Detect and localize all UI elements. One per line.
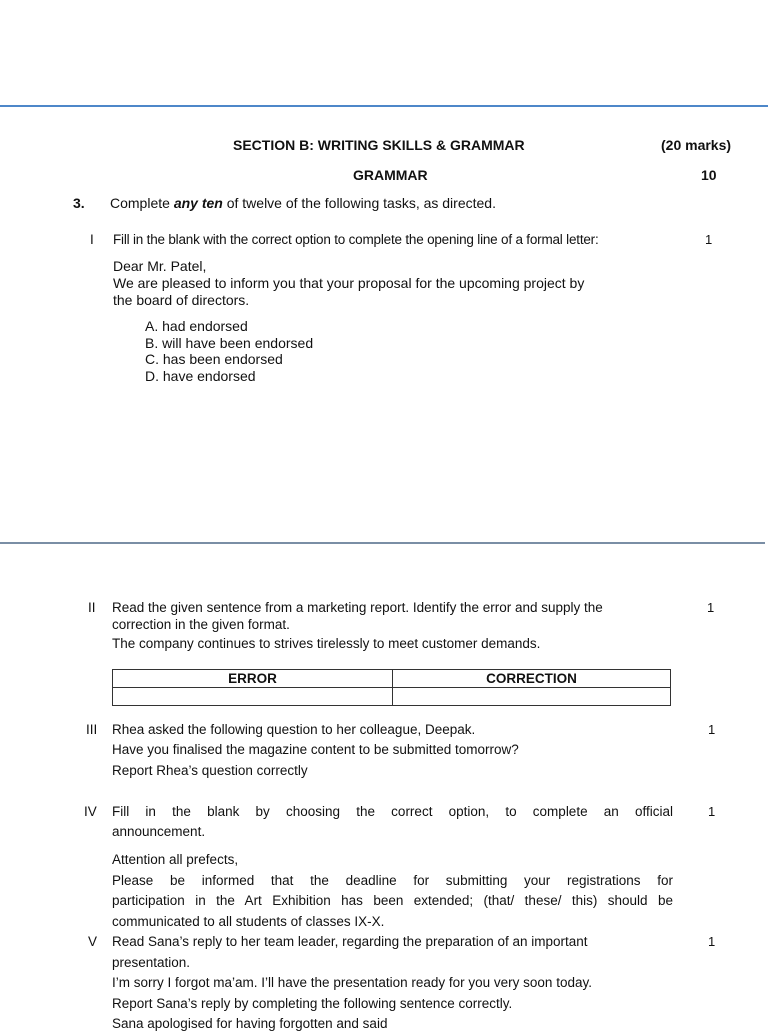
question-instruction: [110, 195, 496, 211]
option-c: C. has been endorsed: [145, 351, 283, 367]
error-cell[interactable]: [113, 688, 393, 706]
option-d: D. have endorsed: [145, 368, 256, 384]
task-marks: 1: [708, 934, 716, 949]
table-header-row: [113, 670, 671, 688]
task-line: Attention all prefects,: [112, 852, 239, 867]
page-top-rule: [0, 105, 768, 107]
task-prompt: Fill in the blank with the correct option to complete the opening line of a formal letter:: [113, 232, 599, 247]
task-marks: 1: [707, 600, 715, 615]
task-line: Fill in the blank by choosing the correct option, to complete an official: [112, 804, 673, 819]
task-roman: I: [90, 232, 94, 247]
letter-line: Dear Mr. Patel,: [113, 258, 207, 274]
task-roman: II: [88, 600, 96, 615]
task-line: Please be informed that the deadline for submitting your registrations for: [112, 873, 673, 888]
task-roman: III: [86, 722, 98, 737]
correction-header: CORRECTION: [393, 670, 671, 688]
task-line: Sana apologised for having forgotten and said: [112, 1016, 388, 1031]
instruction-part: Complete: [110, 195, 174, 211]
task-line: I’m sorry I forgot ma’am. I’ll have the presentation ready for you very soon today.: [112, 975, 592, 990]
grammar-marks: 10: [701, 167, 717, 183]
task-line: participation in the Art Exhibition has been extended; (that/ these/ this) should be: [112, 893, 673, 908]
grammar-heading: GRAMMAR: [353, 167, 428, 183]
task-line: The company continues to strives tirelessly to meet customer demands.: [112, 636, 541, 651]
option-b: B. will have been endorsed: [145, 335, 314, 351]
task-line: announcement.: [112, 824, 206, 839]
task-line: Report Sana’s reply by completing the following sentence correctly.: [112, 996, 513, 1011]
question-number: 3.: [73, 195, 85, 211]
task-line: correction in the given format.: [112, 617, 290, 632]
task-line: presentation.: [112, 955, 191, 970]
correction-cell[interactable]: [393, 688, 671, 706]
task-line: Have you finalised the magazine content to be submitted tomorrow?: [112, 742, 519, 757]
task-line: Read the given sentence from a marketing report. Identify the error and supply the: [112, 600, 603, 615]
letter-line: the board of directors.: [113, 292, 250, 308]
error-header: ERROR: [113, 670, 393, 688]
instruction-emphasis: any ten: [173, 195, 223, 211]
task-line: communicated to all students of classes IX-X.: [112, 914, 385, 929]
task-marks: 1: [705, 232, 713, 247]
task-line: Report Rhea’s question correctly: [112, 763, 308, 778]
error-correction-table: [112, 669, 671, 706]
task-marks: 1: [708, 722, 716, 737]
instruction-part: of twelve of the following tasks, as directed.: [222, 195, 496, 211]
task-line: Read Sana’s reply to her team leader, regarding the preparation of an important: [112, 934, 588, 949]
page-break-rule: [0, 542, 765, 544]
task-marks: 1: [708, 804, 716, 819]
task-roman: IV: [84, 804, 97, 819]
table-row: [113, 688, 671, 706]
section-marks: (20 marks): [661, 137, 732, 153]
section-title: SECTION B: WRITING SKILLS & GRAMMAR: [233, 137, 525, 153]
task-line: Rhea asked the following question to her colleague, Deepak.: [112, 722, 476, 737]
letter-line: We are pleased to inform you that your proposal for the upcoming project by: [113, 275, 585, 291]
option-a: A. had endorsed: [145, 318, 248, 334]
task-roman: V: [88, 934, 98, 949]
